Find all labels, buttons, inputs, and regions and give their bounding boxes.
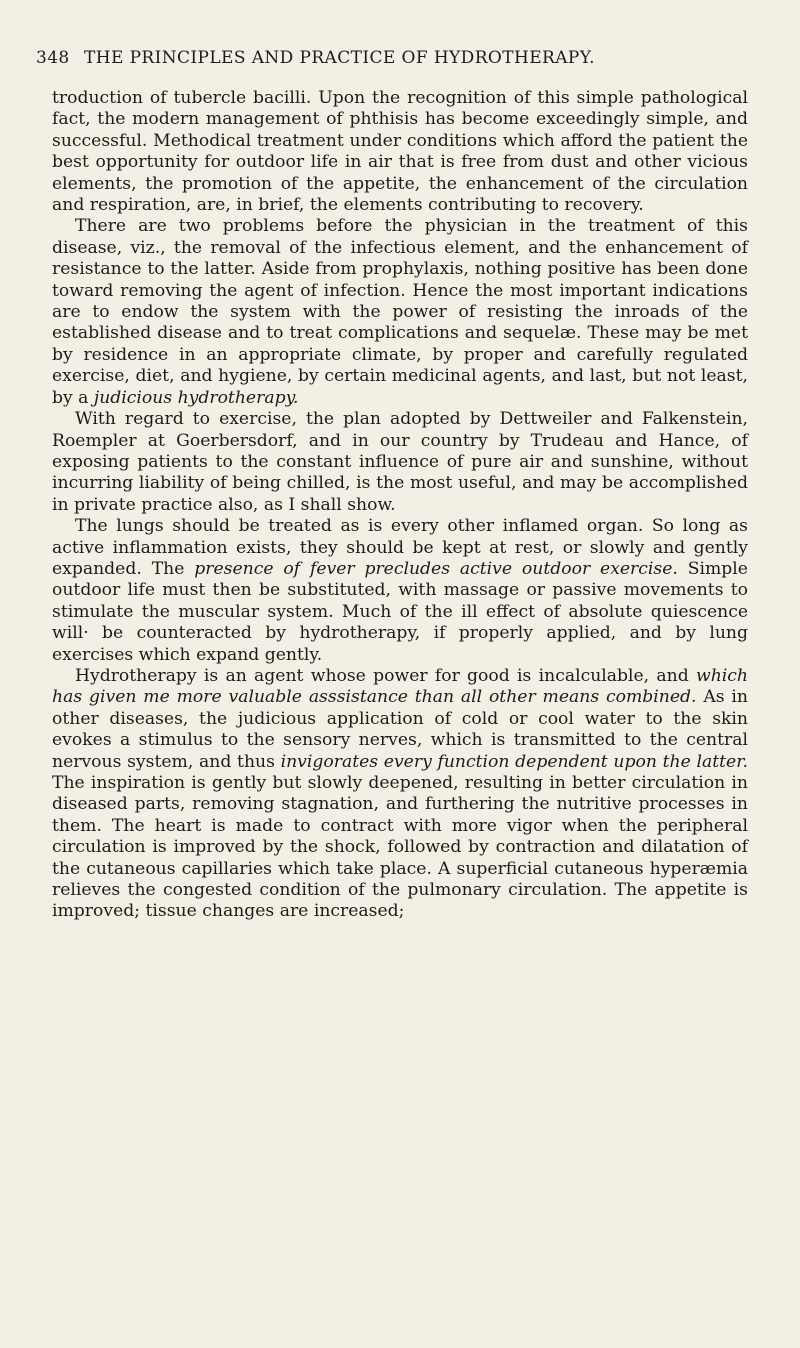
paragraph-4 bbox=[52, 516, 748, 666]
text-segment: As in other diseases, the judicious application of cold or cool water to the skin evokes a stimulus to the sensory nerves, which is transmitted to the central nervous system, and thus bbox=[52, 687, 748, 772]
italic-segment: judicious hydrotherapy. bbox=[93, 387, 299, 408]
text-segment: With regard to exercise, the plan adopted by Dettweiler and Falkenstein, Roempler at Goerbersdorf, and in our country by Trudeau and Hance, of exposing patients to the constant influence of pure air and sunshine, without incurring liability of being chilled, is the most useful, and may be accomplished in private practice also, as I shall show. bbox=[52, 409, 748, 515]
running-head bbox=[36, 48, 764, 68]
text-segment: There are two problems before the physician in the treatment of this disease, viz., the removal of the infectious element, and the enhancement of resistance to the latter. Aside from prophylaxis, nothing positive has been done toward removing the agent of infection. Hence the most important indications are to endow the system with the power of resisting the inroads of the established disease and to treat complications and sequelæ. These may be met by residence in an appropriate climate, by proper and carefully regulated exercise, diet, and hygiene, by certain medicinal agents, and last, but not least, by a bbox=[52, 216, 748, 408]
text-segment: troduction of tubercle bacilli. Upon the recognition of this simple pathological fact, the modern management of phthisis has become exceedingly simple, and successful. Methodical treatment under conditions which afford the patient the best opportunity for outdoor life in air that is free from dust and other vicious elements, the promotion of the appetite, the enhancement of the circulation and respiration, are, in brief, the elements contributing to recovery. bbox=[52, 88, 748, 216]
text-segment: Hydrotherapy is an agent whose power for good is incalculable, and bbox=[75, 665, 697, 686]
text-segment: The lungs should be treated as is every other inflamed organ. So long as active inflammation exists, they should be kept at rest, or slowly and gently expanded. The bbox=[52, 516, 748, 579]
running-title: THE PRINCIPLES AND PRACTICE OF HYDROTHERAPY. bbox=[84, 48, 595, 68]
paragraph-1 bbox=[52, 88, 748, 216]
text-segment: The inspiration is gently but slowly deepened, resulting in better circulation in diseased parts, removing stagnation, and furthering the nutritive processes in them. The heart is made to contract with more vigor when the peripheral circulation is improved by the shock, followed by contraction and dilatation of the cutaneous capillaries which take place. A superficial cutaneous hyperæmia relieves the congested condition of the pulmonary circulation. The appetite is improved; tissue changes are increased; bbox=[52, 773, 748, 922]
page-number: 348 bbox=[36, 48, 70, 68]
body-text bbox=[52, 88, 748, 923]
paragraph-3 bbox=[52, 409, 748, 516]
paragraph-2 bbox=[52, 216, 748, 409]
italic-segment: which has given me more valuable asssistance than all other means combined. bbox=[52, 665, 748, 708]
text-segment: Simple outdoor life must then be substituted, with massage or passive movements to stimulate the muscular system. Much of the ill effect of absolute quiescence will· be counteracted by hydrotherapy, if properly applied, and by lung exercises which expand gently. bbox=[52, 558, 748, 665]
paragraph-5 bbox=[52, 666, 748, 923]
italic-segment: invigorates every function dependent upon the latter. bbox=[280, 751, 748, 772]
italic-segment: presence of fever precludes active outdoor exercise. bbox=[194, 558, 678, 579]
